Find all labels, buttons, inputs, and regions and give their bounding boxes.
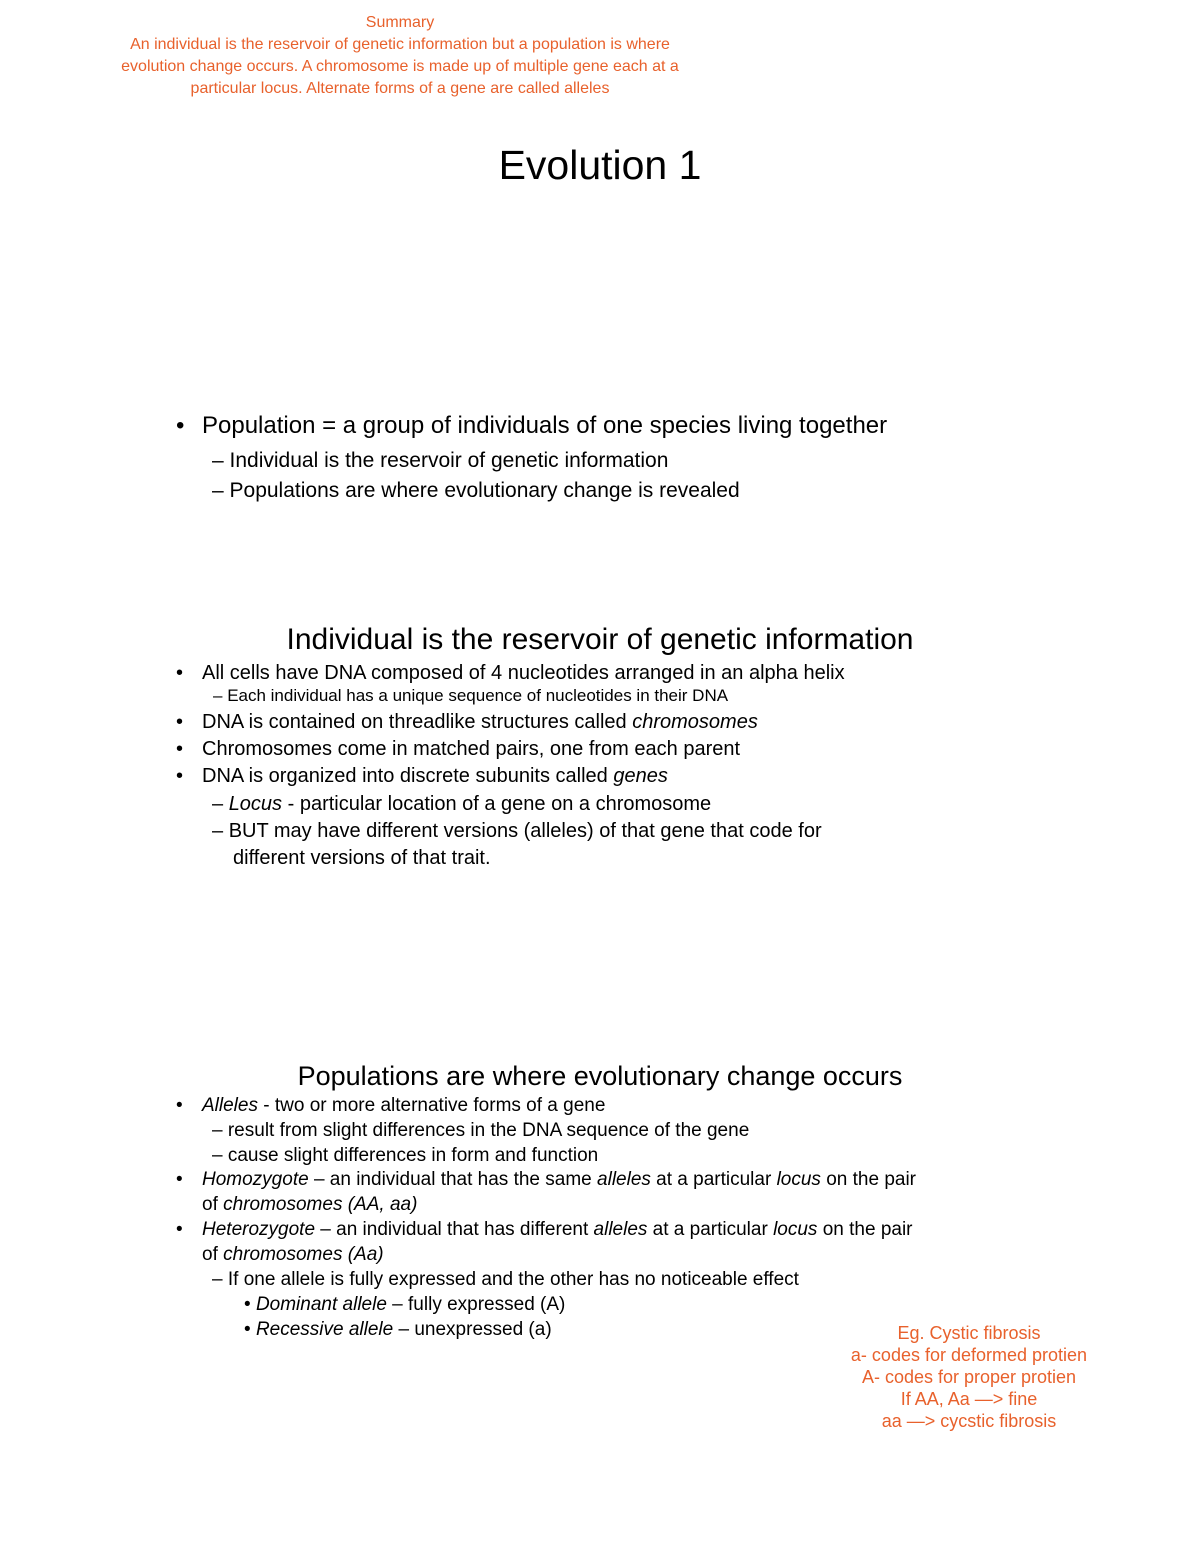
dash-icon: –: [212, 1145, 228, 1166]
list-item: • DNA is organized into discrete subunits called genes: [176, 765, 668, 787]
bullet-icon: •: [176, 738, 184, 760]
example-line: aa —> cycstic fibrosis: [881, 1411, 1057, 1431]
bullet-icon: •: [176, 662, 184, 684]
list-item: • Heterozygote – an individual that has different alleles at a particular locus on the pair: [176, 1219, 913, 1240]
list-subsubitem: • Dominant allele – fully expressed (A): [244, 1294, 566, 1315]
list-item-continued: of chromosomes (AA, aa): [202, 1194, 418, 1215]
example-note: [830, 1322, 1108, 1432]
slide-1-point: [176, 411, 887, 441]
list-item: • Chromosomes come in matched pairs, one from each parent: [176, 738, 741, 760]
example-line: Eg. Cystic fibrosis: [897, 1323, 1041, 1343]
dash-icon: –: [212, 793, 229, 815]
slide-1-sub: – Individual is the reservoir of genetic information: [212, 449, 669, 472]
slide-3-title: Populations are where evolutionary change occurs: [297, 1061, 903, 1091]
dash-icon: –: [212, 820, 229, 842]
dash-icon: –: [212, 479, 230, 502]
list-subitem-continued: different versions of that trait.: [233, 847, 491, 869]
summary-note: [60, 12, 740, 100]
bullet-icon: •: [176, 765, 184, 787]
bullet-icon: •: [176, 1095, 183, 1116]
example-line: A- codes for proper protien: [861, 1367, 1077, 1387]
list-item: • All cells have DNA composed of 4 nucleotides arranged in an alpha helix: [176, 662, 845, 684]
example-line: If AA, Aa —> fine: [900, 1389, 1038, 1409]
bullet-icon: •: [176, 1219, 183, 1240]
example-line: a- codes for deformed protien: [850, 1345, 1088, 1365]
list-subitem: – cause slight differences in form and function: [212, 1145, 599, 1166]
list-subitem: – result from slight differences in the DNA sequence of the gene: [212, 1120, 750, 1141]
bullet-icon: •: [176, 711, 184, 733]
dash-icon: –: [212, 1120, 228, 1141]
list-item-continued: of chromosomes (Aa): [202, 1244, 384, 1265]
bullet-icon: •: [244, 1294, 256, 1315]
list-item: • Homozygote – an individual that has the same alleles at a particular locus on the pair: [176, 1169, 917, 1190]
slide-1-sub: – Populations are where evolutionary change is revealed: [212, 479, 740, 502]
list-subitem: – Each individual has a unique sequence of nucleotides in their DNA: [213, 686, 729, 705]
dash-icon: –: [212, 1269, 228, 1290]
list-item: • DNA is contained on threadlike structures called chromosomes: [176, 711, 758, 733]
summary-heading: Summary: [365, 14, 435, 31]
bullet-icon: •: [176, 412, 185, 439]
summary-line: An individual is the reservoir of genetic information but a population is where: [130, 36, 670, 53]
list-item: • Alleles - two or more alternative forms of a gene: [176, 1095, 606, 1116]
dash-icon: –: [212, 449, 230, 472]
list-subsubitem: • Recessive allele – unexpressed (a): [244, 1319, 552, 1340]
dash-icon: –: [213, 686, 228, 705]
summary-line: particular locus. Alternate forms of a gene are called alleles: [190, 80, 610, 97]
summary-line: evolution change occurs. A chromosome is made up of multiple gene each at a: [121, 58, 679, 75]
slide-2-title: Individual is the reservoir of genetic information: [286, 623, 914, 656]
list-subitem: – Locus - particular location of a gene on a chromosome: [212, 793, 712, 815]
list-subitem: – If one allele is fully expressed and the other has no noticeable effect: [212, 1269, 799, 1290]
point-text: Population = a group of individuals of one species living together: [202, 412, 888, 439]
bullet-icon: •: [176, 1169, 183, 1190]
list-subitem: – BUT may have different versions (alleles) of that gene that code for: [212, 820, 822, 842]
bullet-icon: •: [244, 1319, 256, 1340]
slide-1-title: Evolution 1: [498, 142, 702, 188]
